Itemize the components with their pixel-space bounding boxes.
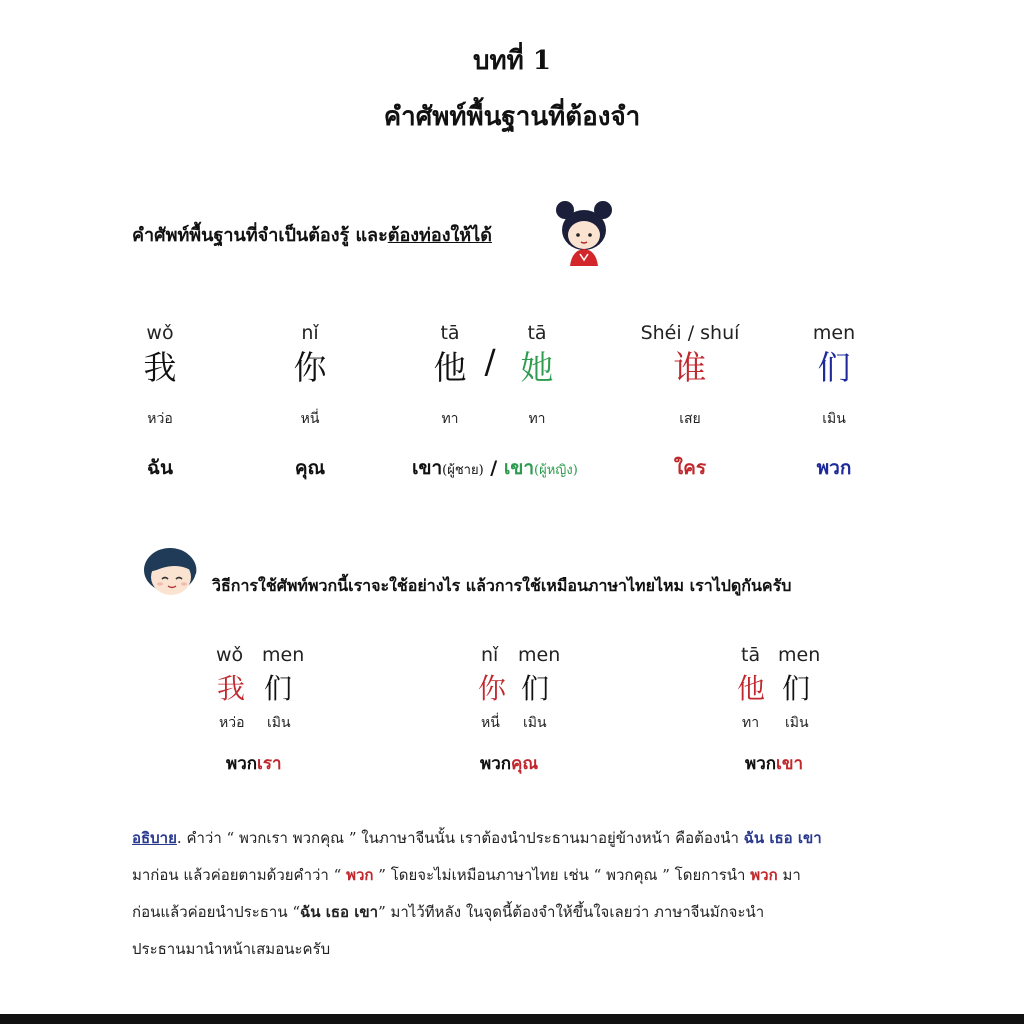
plural-pinyin-men: men xyxy=(262,644,305,666)
vocab-pinyin-shei: Shéi / shuí xyxy=(640,322,740,344)
explain-bold-1: ฉัน เธอ เขา xyxy=(743,829,822,847)
vocab-pinyin-ni: nǐ xyxy=(301,322,319,344)
explain-text-2a: มาก่อน แล้วค่อยตามด้วยคำว่า “ xyxy=(132,866,342,884)
plural-meaning-they xyxy=(745,750,803,777)
plural-pinyin-ta: tā xyxy=(741,644,761,666)
vocab-hanzi-wo: 我 xyxy=(143,348,177,387)
explain-red-2: พวก xyxy=(750,866,778,884)
explain-text-4: ประธานมานำหน้าเสมอนะครับ xyxy=(132,940,331,958)
lesson-title: บทที่ 1 xyxy=(473,46,551,76)
vocab-pinyin-wo: wǒ xyxy=(146,322,174,344)
plural-hanzi-men: 们 xyxy=(521,672,550,705)
vocab-hanzi-ta-female: 她 xyxy=(520,348,554,387)
plural-suffix: คุณ xyxy=(511,754,539,774)
boy-avatar-icon xyxy=(138,546,202,600)
vocab-meaning-ta-female: เขา xyxy=(503,457,535,479)
vocab-meaning-ta-male: เขา xyxy=(412,457,443,479)
plural-prefix: พวก xyxy=(480,754,512,774)
vocab-meaning-ni: คุณ xyxy=(294,457,326,479)
vocab-hanzi-shei: 谁 xyxy=(673,348,707,387)
plural-hanzi-men: 们 xyxy=(782,672,811,705)
plural-prefix: พวก xyxy=(226,754,258,774)
vocab-reading-ta-male: ทา xyxy=(441,411,459,427)
plural-hanzi-men: 们 xyxy=(264,672,293,705)
explain-red-1: พวก xyxy=(346,866,374,884)
vocab-pinyin-ta-female: tā xyxy=(527,322,547,344)
explain-line-3 xyxy=(132,894,892,931)
vocab-hanzi-men: 们 xyxy=(817,348,851,387)
vocab-meaning-shei: ใคร xyxy=(673,457,707,479)
page-subtitle: คำศัพท์พื้นฐานที่ต้องจำ xyxy=(383,102,641,132)
vocab-note-female: (ผู้หญิง) xyxy=(534,463,578,478)
plural-prefix: พวก xyxy=(745,754,777,774)
vocab-meaning-slash: / xyxy=(490,457,498,479)
plural-pinyin-ni: nǐ xyxy=(481,644,499,666)
vocab-meaning-men: พวก xyxy=(816,457,852,479)
explain-label-dot: . xyxy=(176,829,182,847)
plural-read-men: เมิน xyxy=(523,715,547,731)
plural-hanzi-ni: 你 xyxy=(478,672,507,705)
vocab-pinyin-ta-male: tā xyxy=(440,322,460,344)
explain-line-2 xyxy=(132,857,892,894)
intro-heading xyxy=(132,220,492,249)
explain-text-2c: มา xyxy=(782,866,801,884)
explain-label: อธิบาย xyxy=(132,829,177,847)
vocab-note-male: (ผู้ชาย) xyxy=(442,463,484,478)
plural-suffix: เขา xyxy=(776,754,804,774)
vocab-hanzi-ta-male: 他 xyxy=(433,348,467,387)
plural-read-ni: หนี่ xyxy=(481,715,500,731)
explain-text-3a: ก่อนแล้วค่อยนำประธาน “ xyxy=(132,903,301,921)
plural-read-wo: หว่อ xyxy=(219,715,245,731)
plural-pinyin-men: men xyxy=(518,644,561,666)
intro-text: คำศัพท์พื้นฐานที่จำเป็นต้องรู้ และ xyxy=(132,225,388,246)
vocab-reading-ni: หนี่ xyxy=(300,411,320,427)
vocab-meaning-wo: ฉัน xyxy=(147,457,173,479)
usage-heading: วิธีการใช้ศัพท์พวกนี้เราจะใช้อย่างไร แล้วการใช้เหมือนภาษาไทยไหม เราไปดูกันครับ xyxy=(212,576,792,595)
vocab-pinyin-men: men xyxy=(812,322,856,344)
explain-line-1 xyxy=(132,820,892,857)
explain-text-2b: ” โดยจะไม่เหมือนภาษาไทย เช่น “ พวกคุณ ” โดยการนำ xyxy=(378,866,746,884)
vocab-reading-ta-female: ทา xyxy=(528,411,546,427)
explain-bold-2: ฉัน เธอ เขา xyxy=(300,903,379,921)
intro-underline-text: ต้องท่องให้ได้ xyxy=(387,225,492,246)
plural-pinyin-men: men xyxy=(778,644,821,666)
plural-hanzi-wo: 我 xyxy=(217,672,246,705)
plural-read-men: เมิน xyxy=(785,715,809,731)
explain-text-3b: ” มาไว้ทีหลัง ในจุดนี้ต้องจำให้ขึ้นใจเลยว่า ภาษาจีนมักจะนำ xyxy=(378,903,765,921)
plural-suffix: เรา xyxy=(257,754,282,774)
plural-read-ta: ทา xyxy=(742,715,760,731)
explain-line-4 xyxy=(132,931,892,968)
plural-meaning-we xyxy=(226,750,282,777)
vocab-reading-shei: เสย xyxy=(679,411,701,427)
explain-text-1: คำว่า “ พวกเรา พวกคุณ ” ในภาษาจีนนั้น เราต้องนำประธานมาอยู่ข้างหน้า คือต้องนำ xyxy=(186,829,739,847)
vocab-slash: / xyxy=(484,342,496,381)
plural-meaning-you xyxy=(480,750,538,777)
vocab-reading-wo: หว่อ xyxy=(147,411,173,427)
plural-hanzi-ta: 他 xyxy=(737,672,766,705)
bottom-border xyxy=(0,1014,1024,1024)
vocab-hanzi-ni: 你 xyxy=(293,348,327,387)
vocab-meaning-ta xyxy=(412,453,578,483)
girl-avatar-icon xyxy=(552,198,616,268)
explain-paragraph xyxy=(132,820,892,968)
vocab-reading-men: เมิน xyxy=(822,411,846,427)
plural-pinyin-wo: wǒ xyxy=(216,644,244,666)
plural-read-men: เมิน xyxy=(267,715,291,731)
